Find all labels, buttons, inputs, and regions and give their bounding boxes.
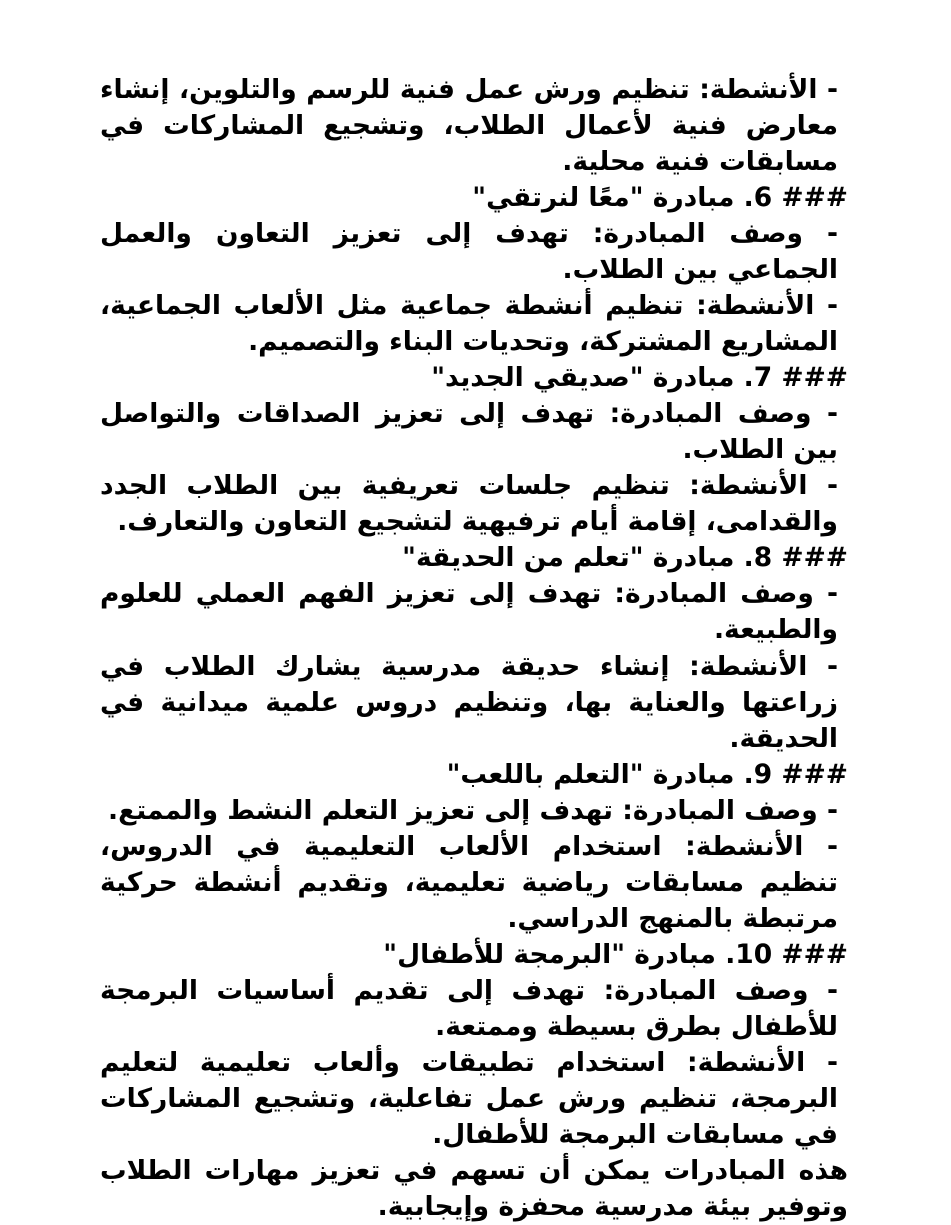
heading-initiative-10: ### 10. مبادرة "البرمجة للأطفال" (383, 938, 848, 970)
activities-line-6: - الأنشطة: تنظيم أنشطة جماعية مثل الألعاب الجماعية، المشاريع المشتركة، وتحديات البناء والتصميم. (100, 290, 838, 358)
document-body (100, 72, 848, 1225)
description-line-9: - وصف المبادرة: تهدف إلى تعزيز التعلم النشط والممتع. (108, 794, 838, 826)
heading-initiative-7: ### 7. مبادرة "صديقي الجديد" (431, 362, 848, 394)
description-line-10: - وصف المبادرة: تهدف إلى تقديم أساسيات البرمجة للأطفال بطرق بسيطة وممتعة. (100, 974, 838, 1042)
activities-line-10: - الأنشطة: استخدام تطبيقات وألعاب تعليمية لتعليم البرمجة، تنظيم ورش عمل تفاعلية، وتشجيع المشاركات في مسابقات البرمجة للأطفال. (100, 1046, 838, 1150)
closing-paragraph: هذه المبادرات يمكن أن تسهم في تعزيز مهارات الطلاب وتوفير بيئة مدرسية محفزة وإيجابية. (100, 1154, 848, 1222)
description-line-6: - وصف المبادرة: تهدف إلى تعزيز التعاون والعمل الجماعي بين الطلاب. (100, 218, 838, 286)
activities-line-7: - الأنشطة: تنظيم جلسات تعريفية بين الطلاب الجدد والقدامى، إقامة أيام ترفيهية لتشجيع التعاون والتعارف. (100, 470, 838, 538)
activities-line-5: - الأنشطة: تنظيم ورش عمل فنية للرسم والتلوين، إنشاء معارض فنية لأعمال الطلاب، وتشجيع المشاركات في مسابقات فنية محلية. (100, 74, 838, 178)
description-line-8: - وصف المبادرة: تهدف إلى تعزيز الفهم العملي للعلوم والطبيعة. (100, 578, 838, 646)
activities-line-9: - الأنشطة: استخدام الألعاب التعليمية في الدروس، تنظيم مسابقات رياضية تعليمية، وتقديم أنشطة حركية مرتبطة بالمنهج الدراسي. (100, 830, 838, 934)
heading-initiative-6: ### 6. مبادرة "معًا لنرتقي" (472, 182, 848, 214)
heading-initiative-8: ### 8. مبادرة "تعلم من الحديقة" (402, 542, 848, 574)
heading-initiative-9: ### 9. مبادرة "التعلم باللعب" (446, 758, 848, 790)
description-line-7: - وصف المبادرة: تهدف إلى تعزيز الصداقات والتواصل بين الطلاب. (100, 398, 838, 466)
activities-line-8: - الأنشطة: إنشاء حديقة مدرسية يشارك الطلاب في زراعتها والعناية بها، وتنظيم دروس علمية ميدانية في الحديقة. (100, 650, 838, 754)
